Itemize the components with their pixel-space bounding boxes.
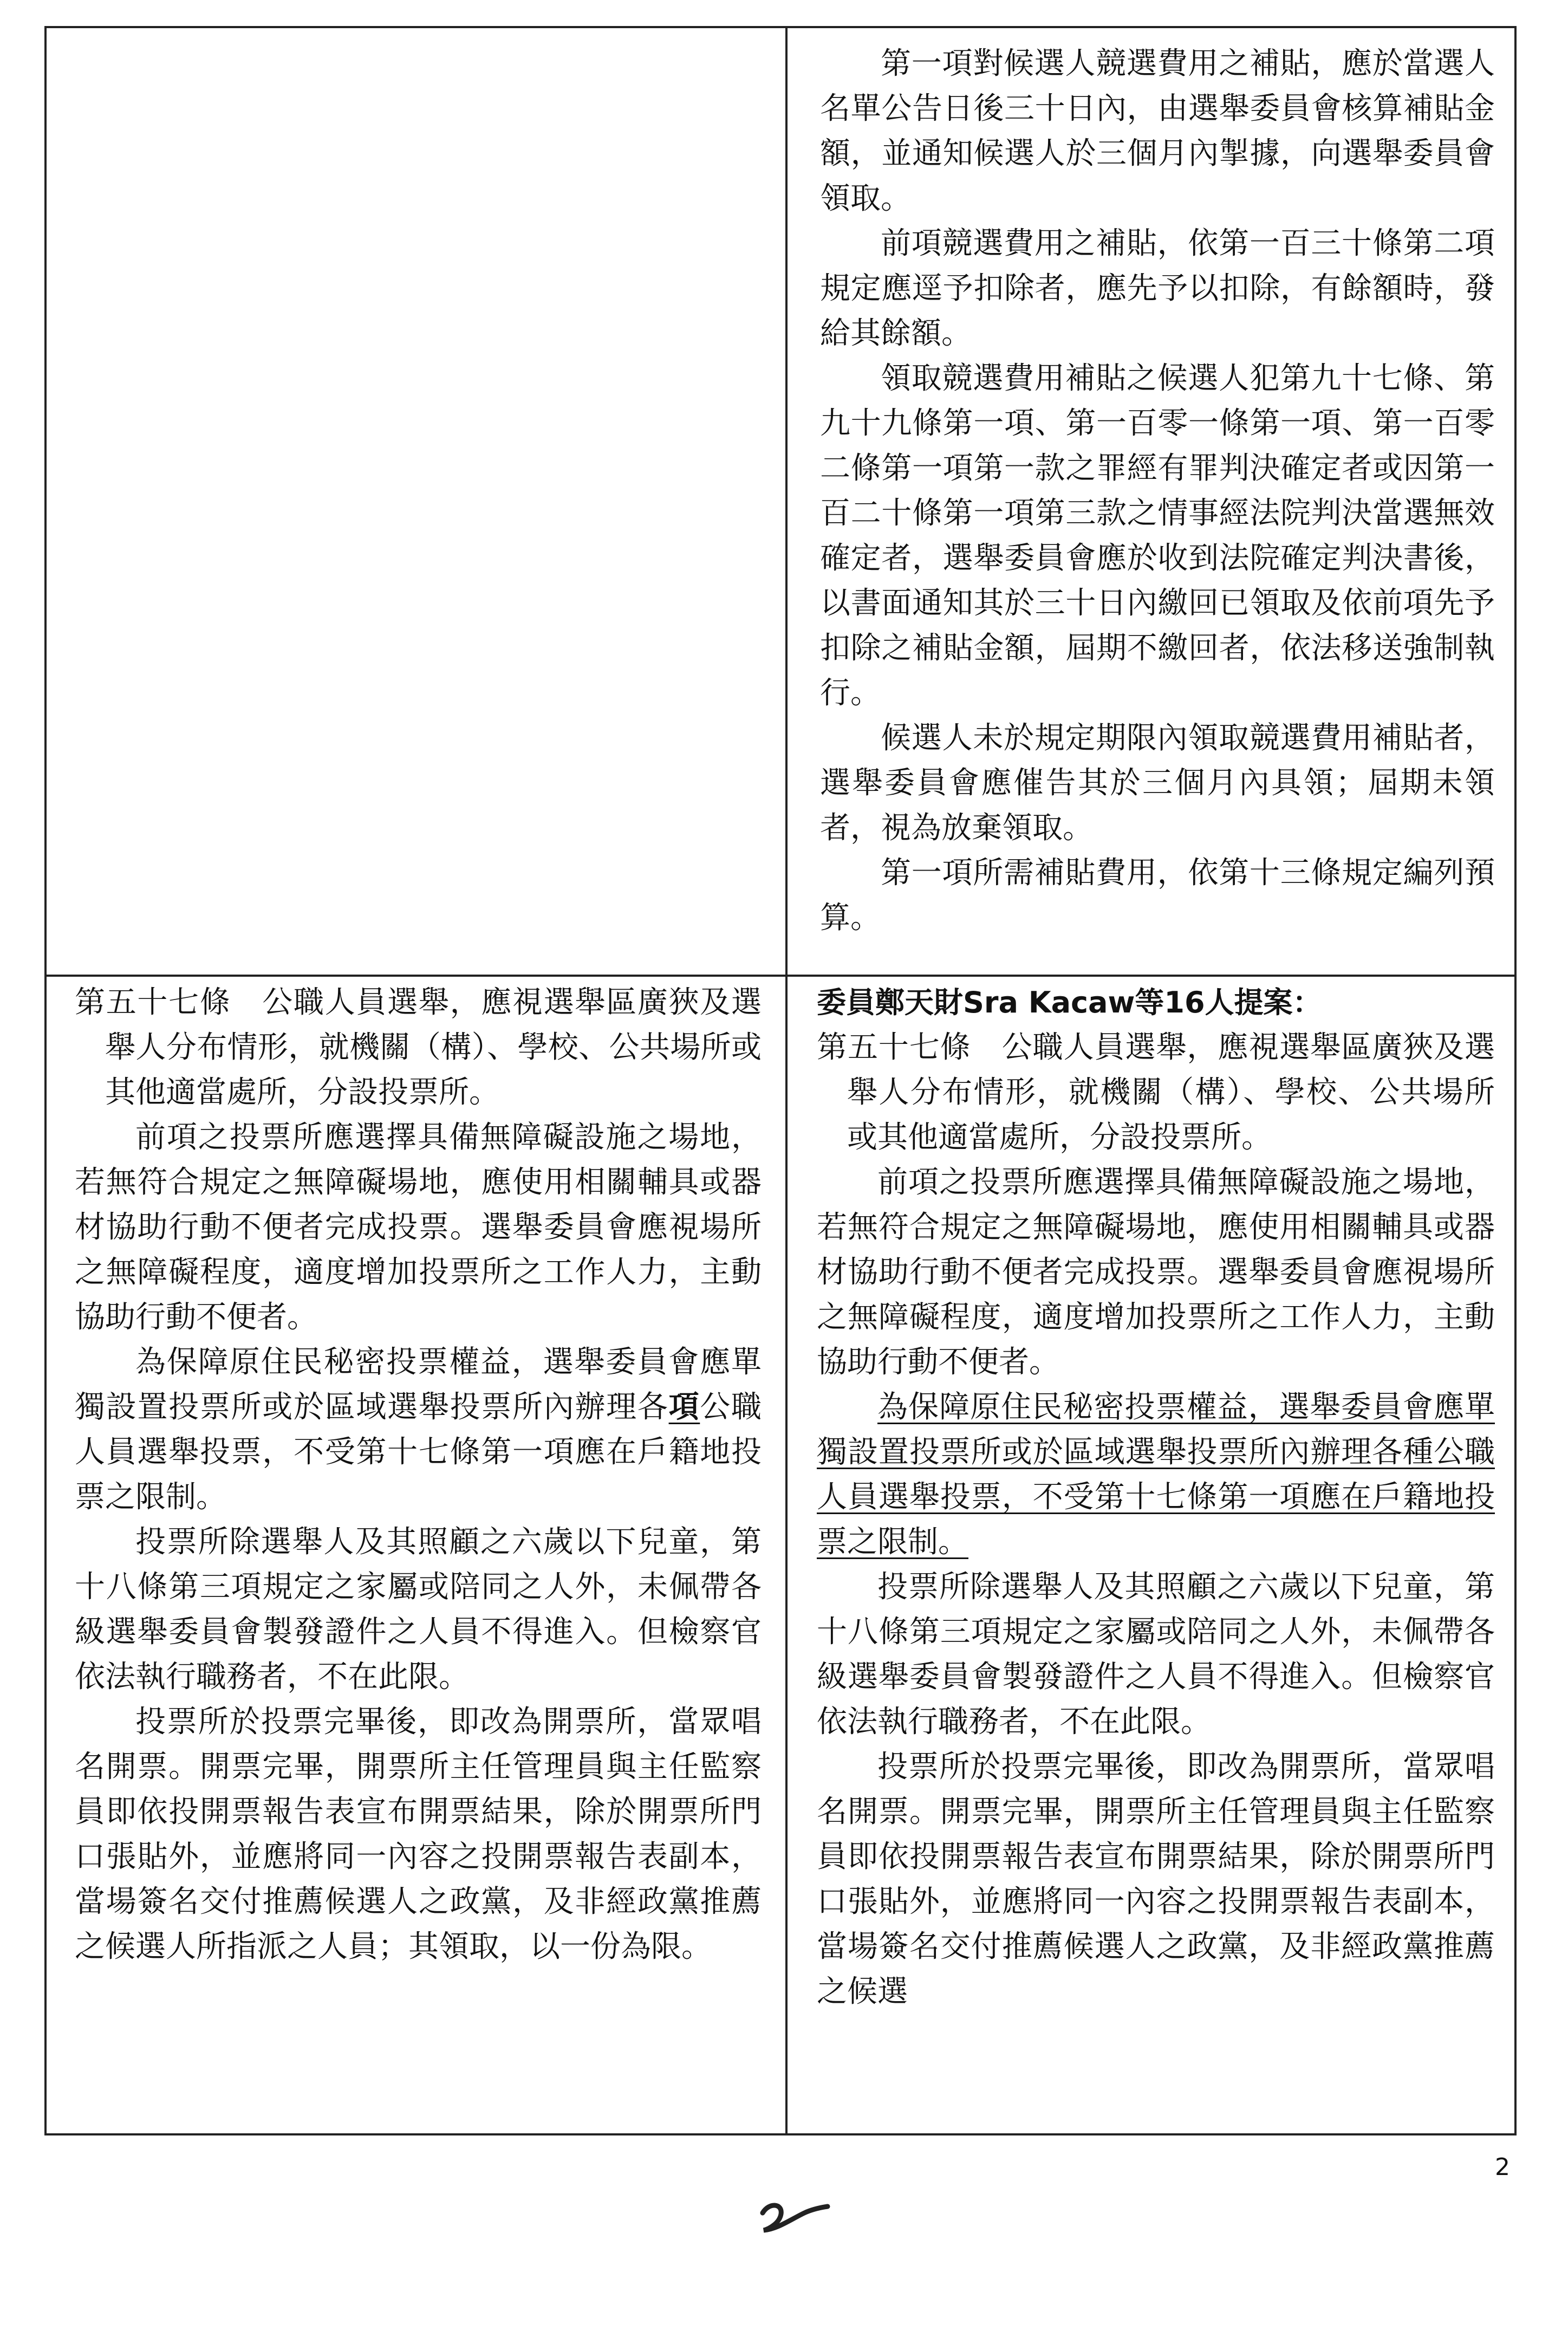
- article-heading-paragraph: 第五十七條 公職人員選舉，應視選舉區廣狹及選舉人分布情形，就機關（構）、學校、公共場所或其他適當處所，分設投票所。: [817, 1030, 1495, 1155]
- paragraph: 候選人未於規定期限內領取競選費用補貼者，選舉委員會應催告其於三個月內具領；屆期未領者，視為放棄領取。: [820, 720, 1495, 846]
- paragraph: 前項競選費用之補貼，依第一百三十條第二項規定應逕予扣除者，應先予以扣除，有餘額時，發給其餘額。: [820, 226, 1495, 351]
- page-number: 2: [1495, 2153, 1510, 2181]
- article-heading-paragraph: 第五十七條 公職人員選舉，應視選舉區廣狹及選舉人分布情形，就機關（構）、學校、公共場所或其他適當處所，分設投票所。: [75, 985, 762, 1110]
- paragraph: 投票所除選舉人及其照顧之六歲以下兒童，第十八條第三項規定之家屬或陪同之人外，未佩帶各級選舉委員會製發證件之人員不得進入。但檢察官依法執行職務者，不在此限。: [75, 1524, 762, 1695]
- paragraph: 第一項所需補貼費用，依第十三條規定編列預算。: [820, 855, 1495, 936]
- paragraph: 領取競選費用補貼之候選人犯第九十七條、第九十九條第一項、第一百零一條第一項、第一百零二條第一項第一款之罪經有罪判決確定者或因第一百二十條第一項第三款之情事經法院判決當選無效確定者，選舉委員會應於收到法院確定判決書後，以書面通知其於三十日內繳回已領取及依前項先予扣除之補貼金額，屆期不繳回者，依法移送強制執行。: [820, 361, 1495, 711]
- paragraph: 第一項對候選人競選費用之補貼，應於當選人名單公告日後三十日內，由選舉委員會核算補貼金額，並通知候選人於三個月內掣據，向選舉委員會領取。: [820, 46, 1495, 216]
- paragraph: [75, 1340, 762, 1520]
- proposal-heading: 委員鄭天財Sra Kacaw等16人提案：: [817, 985, 1322, 1020]
- handwritten-mark-icon: [753, 2191, 834, 2240]
- cell-top-right: [788, 28, 1517, 975]
- emphasized-word: 項: [668, 1389, 700, 1425]
- paragraph: 前項之投票所應選擇具備無障礙設施之場地，若無符合規定之無障礙場地，應使用相關輔具或器材協助行動不便者完成投票。選舉委員會應視場所之無障礙程度，適度增加投票所之工作人力，主動協助行動不便者。: [817, 1165, 1495, 1380]
- cell-proposal: [788, 977, 1517, 2135]
- comparison-table: [44, 26, 1517, 2135]
- text-run: 公職人員選舉投票，不受第十七條第一項應在戶籍地投票之限制。: [75, 1390, 762, 1515]
- text-run: 為保障原住民秘密投票權益，選舉委員會應單獨設置投票所或於區域選舉投票所內辦理各: [75, 1345, 762, 1425]
- paragraph: 投票所除選舉人及其照顧之六歲以下兒童，第十八條第三項規定之家屬或陪同之人外，未佩帶各級選舉委員會製發證件之人員不得進入。但檢察官依法執行職務者，不在此限。: [817, 1569, 1495, 1739]
- cell-current-law: [47, 977, 785, 2135]
- amended-paragraph: 為保障原住民秘密投票權益，選舉委員會應單獨設置投票所或於區域選舉投票所內辦理各種公職人員選舉投票，不受第十七條第一項應在戶籍地投票之限制。: [817, 1390, 1495, 1560]
- paragraph: 投票所於投票完畢後，即改為開票所，當眾唱名開票。開票完畢，開票所主任管理員與主任監察員即依投開票報告表宣布開票結果，除於開票所門口張貼外，並應將同一內容之投開票報告表副本，當場簽名交付推薦候選人之政黨，及非經政黨推薦之候選: [817, 1749, 1495, 2009]
- paragraph: 前項之投票所應選擇具備無障礙設施之場地，若無符合規定之無障礙場地，應使用相關輔具或器材協助行動不便者完成投票。選舉委員會應視場所之無障礙程度，適度增加投票所之工作人力，主動協助行動不便者。: [75, 1120, 762, 1335]
- paragraph: 投票所於投票完畢後，即改為開票所，當眾唱名開票。開票完畢，開票所主任管理員與主任監察員即依投開票報告表宣布開票結果，除於開票所門口張貼外，並應將同一內容之投開票報告表副本，當場簽名交付推薦候選人之政黨，及非經政黨推薦之候選人所指派之人員；其領取，以一份為限。: [75, 1704, 762, 1964]
